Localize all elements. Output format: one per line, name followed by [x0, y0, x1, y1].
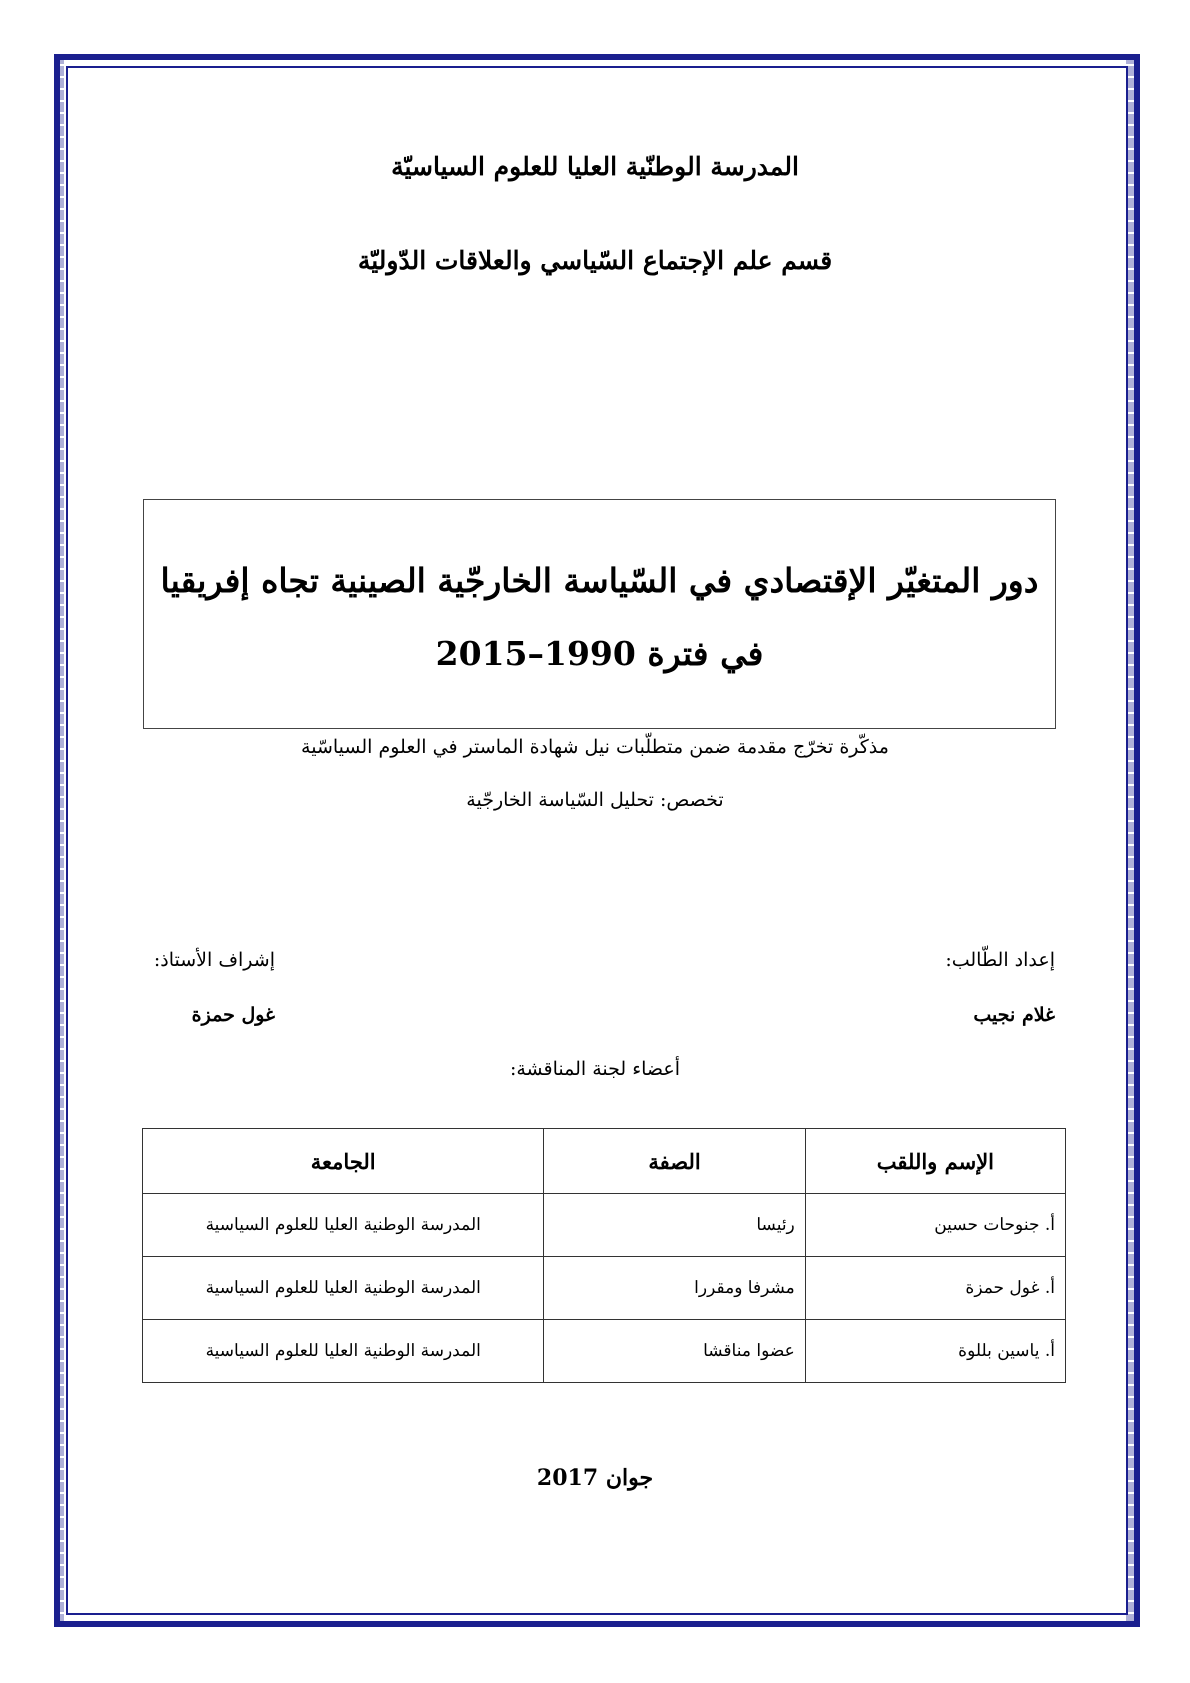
table-header-row [143, 1129, 1066, 1194]
column-header-name: الإسم واللقب [805, 1129, 1065, 1194]
school-name: المدرسة الوطنّية العليا للعلوم السياسيّة [391, 152, 799, 181]
member-role: عضوا مناقشا [544, 1320, 805, 1383]
committee-heading: أعضاء لجنة المناقشة: [509, 1058, 681, 1080]
memo-description: مذكّرة تخرّج مقدمة ضمن متطلّبات نيل شهادة الماستر في العلوم السياسّية [301, 736, 889, 758]
table-row [143, 1194, 1066, 1257]
member-name: أ. جنوحات حسين [805, 1194, 1065, 1257]
title-box [143, 499, 1056, 729]
supervisor-label: إشراف الأستاذ: [153, 949, 275, 971]
member-role: رئيسا [544, 1194, 805, 1257]
defense-date: جوان 2017 [536, 1465, 654, 1491]
column-header-university: الجامعة [143, 1129, 544, 1194]
member-university: المدرسة الوطنية العليا للعلوم السياسية [143, 1320, 544, 1383]
student-name: غلام نجيب [973, 1004, 1055, 1026]
column-header-role: الصفة [544, 1129, 805, 1194]
member-university: المدرسة الوطنية العليا للعلوم السياسية [143, 1257, 544, 1320]
member-name: أ. ياسين بللوة [805, 1320, 1065, 1383]
table-row [143, 1257, 1066, 1320]
thesis-title-line-1: دور المتغيّر الإقتصادي في السّياسة الخارجّية الصينية تجاه إفريقيا [160, 561, 1039, 600]
table-row [143, 1320, 1066, 1383]
prepared-by-label: إعداد الطّالب: [945, 949, 1055, 971]
committee-table [142, 1128, 1066, 1383]
member-name: أ. غول حمزة [805, 1257, 1065, 1320]
member-role: مشرفا ومقررا [544, 1257, 805, 1320]
supervisor-name: غول حمزة [191, 1004, 275, 1026]
specialty: تخصص: تحليل السّياسة الخارجّية [466, 789, 724, 811]
department-name: قسم علم الإجتماع السّياسي والعلاقات الدّوليّة [357, 246, 833, 275]
member-university: المدرسة الوطنية العليا للعلوم السياسية [143, 1194, 544, 1257]
thesis-title-line-2: في فترة 1990–2015 [435, 634, 764, 673]
